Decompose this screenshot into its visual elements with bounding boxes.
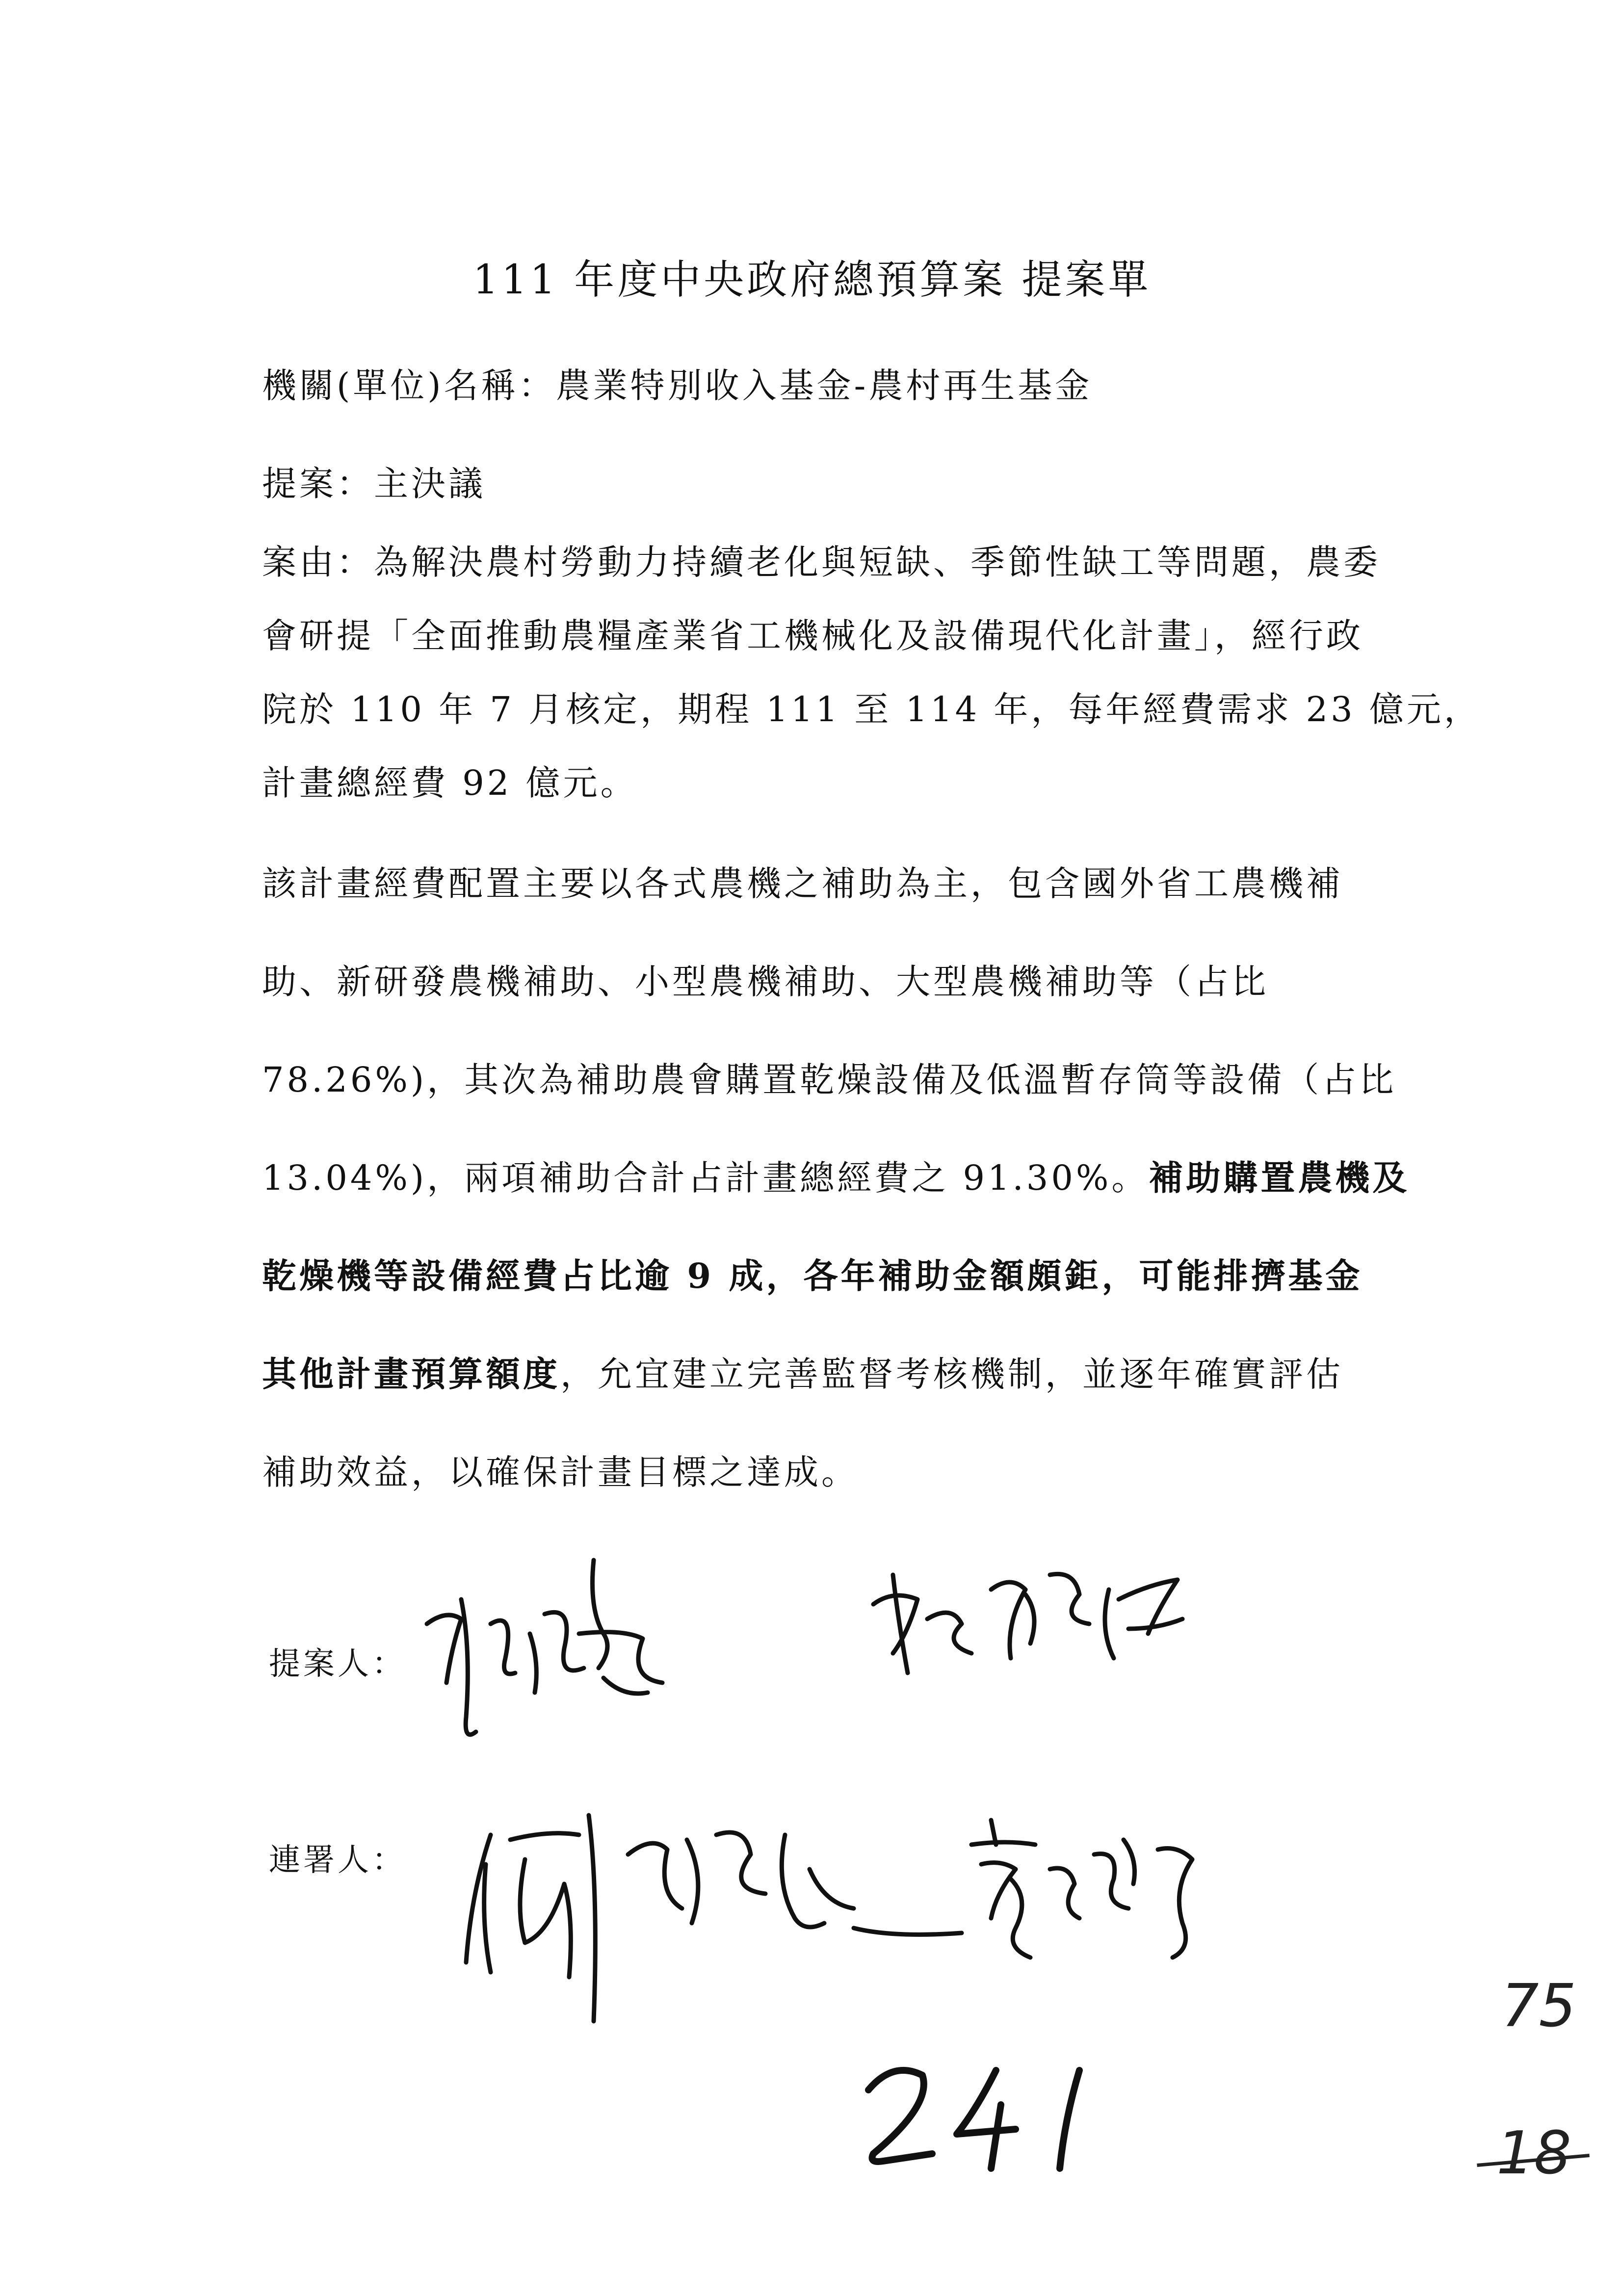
body-line-4-bold: 補助購置農機及: [1149, 1157, 1410, 1198]
margin-number-bottom: 18: [1496, 2119, 1572, 2188]
body-line-6: [262, 1347, 1343, 1396]
body-line-6-plain: ，允宜建立完善監督考核機制，並逐年確實評估: [560, 1354, 1343, 1394]
reason-line-4: 計畫總經費 92 億元。: [262, 763, 638, 803]
page-number-glyphs: [849, 2051, 1124, 2178]
proposer-label: 提案人：: [269, 1646, 406, 1682]
body-line-4-plain: 13.04%)，兩項補助合計占計畫總經費之 91.30%。: [262, 1158, 1149, 1198]
margin-number-top: 75: [1501, 1972, 1576, 2040]
agency-line: 機關(單位)名稱：農業特別收入基金-農村再生基金: [262, 365, 1093, 406]
body-line-3: 78.26%)，其次為補助農會購置乾燥設備及低溫暫存筒等設備（占比: [262, 1060, 1397, 1100]
proposer-signature-1: [417, 1550, 672, 1747]
body-line-1: 該計畫經費配置主要以各式農機之補助為主，包含國外省工農機補: [262, 863, 1343, 904]
body-line-5-bold: 乾燥機等設備經費占比逾 9 成，各年補助金額頗鉅，可能排擠基金: [262, 1255, 1363, 1296]
cosigner-signature-2: [962, 1810, 1217, 1977]
body-line-4: [262, 1150, 1410, 1200]
proposer-signature-2: [864, 1545, 1187, 1693]
body-line-2: 助、新研發農機補助、小型農機補助、大型農機補助等（占比: [262, 962, 1269, 1002]
body-line-7: 補助效益，以確保計畫目標之達成。: [262, 1452, 859, 1492]
document-title: 111 年度中央政府總預算案 提案單: [472, 257, 1152, 303]
reason-line-3: 院於 110 年 7 月核定，期程 111 至 114 年，每年經費需求 23 億元，: [262, 689, 1481, 730]
page-number: [849, 2051, 1124, 2178]
reason-line-1: 案由：為解決農村勞動力持續老化與短缺、季節性缺工等問題，農委: [262, 542, 1381, 582]
proposal-type-line: 提案：主決議: [262, 464, 486, 504]
reason-line-2: 會研提「全面推動農糧產業省工機械化及設備現代化計畫」，經行政: [262, 616, 1363, 656]
body-line-6-bold: 其他計畫預算額度: [262, 1354, 560, 1394]
body-line-5: [262, 1249, 1362, 1298]
cosigner-signature-1: [451, 1796, 967, 2051]
cosigner-label: 連署人：: [269, 1842, 406, 1879]
